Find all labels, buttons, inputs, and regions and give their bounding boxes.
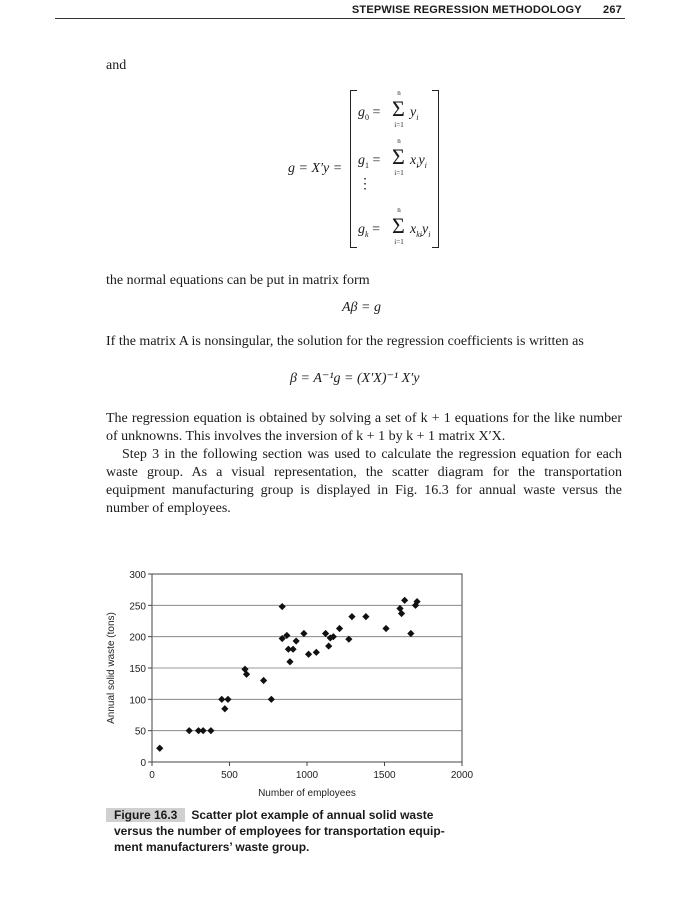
data-point	[279, 603, 286, 610]
y-tick-label: 250	[129, 601, 146, 613]
data-point	[289, 646, 296, 653]
caption-line-2: versus the number of employees for transportation equip-	[114, 824, 445, 838]
data-point	[336, 625, 343, 632]
sum-lower-limit: i=1	[394, 121, 404, 129]
matrix-left-bracket	[350, 90, 357, 248]
y-tick-label: 150	[129, 664, 146, 675]
data-point	[260, 677, 267, 684]
data-point	[268, 696, 275, 703]
data-point	[407, 630, 414, 637]
paragraph-inversion: The regression equation is obtained by solving a set of k + 1 equations for the like number of unknowns. This involves the inversion of k + 1 by k + 1 matrix X′X.	[106, 411, 622, 444]
text-nonsingular: If the matrix A is nonsingular, the solution for the regression coefficients is written as	[106, 334, 584, 349]
data-point	[156, 745, 163, 752]
x-tick-label: 1000	[295, 770, 319, 781]
data-point	[207, 727, 214, 734]
x-tick-label: 0	[149, 770, 155, 781]
header-rule	[55, 18, 625, 19]
text-normal-equations-intro: the normal equations can be put in matrix form	[106, 273, 370, 288]
data-point	[300, 630, 307, 637]
figure-caption	[106, 807, 486, 855]
data-point	[200, 727, 207, 734]
paragraph-step3: Step 3 in the following section was used to calculate the regression equation for each waste group. As a visual representation, the scatter diagram for the transportation equipment manufacturing group is displayed in Fig. 16.3 for annual waste versus the number of employees.	[106, 447, 622, 516]
page-number: 267	[603, 4, 622, 16]
text-and: and	[106, 58, 127, 73]
figure-label: Figure 16.3	[106, 808, 185, 822]
running-title: STEPWISE REGRESSION METHODOLOGY	[351, 4, 582, 16]
data-point	[186, 727, 193, 734]
data-point	[348, 613, 355, 620]
equation-g-lhs: g = X′y =	[288, 161, 343, 176]
y-tick-label: 300	[129, 570, 146, 581]
y-tick-label: 50	[134, 726, 146, 738]
data-point	[218, 696, 225, 703]
data-point	[224, 696, 231, 703]
running-head	[352, 4, 622, 16]
x-tick-label: 500	[221, 770, 238, 781]
data-point	[401, 597, 408, 604]
y-tick-label: 200	[129, 632, 146, 644]
data-point	[325, 642, 332, 649]
y-axis-label: Annual solid waste (tons)	[106, 612, 117, 724]
data-point	[382, 625, 389, 632]
equation-matrix-form: Aβ = g	[342, 300, 381, 315]
data-point	[322, 630, 329, 637]
data-point	[313, 649, 320, 656]
x-axis-label: Number of employees	[258, 788, 356, 799]
caption-line-3: ment manufacturers’ waste group.	[114, 840, 310, 854]
x-tick-label: 2000	[450, 770, 474, 781]
matrix-vdots: ⋮	[358, 177, 372, 192]
data-point	[286, 658, 293, 665]
x-tick-label: 1500	[373, 770, 396, 781]
data-point	[221, 705, 228, 712]
matrix-right-bracket	[432, 90, 439, 248]
scatter-chart	[100, 562, 480, 802]
caption-line-1: Scatter plot example of annual solid waste	[191, 808, 434, 822]
data-point	[362, 613, 369, 620]
y-tick-label: 100	[129, 695, 146, 707]
data-point	[293, 637, 300, 644]
equation-solution: β = A⁻¹g = (X′X)⁻¹ X′y	[290, 371, 420, 386]
data-point	[305, 651, 312, 658]
sum-upper-limit: n	[397, 89, 401, 97]
y-tick-label: 0	[140, 758, 146, 769]
